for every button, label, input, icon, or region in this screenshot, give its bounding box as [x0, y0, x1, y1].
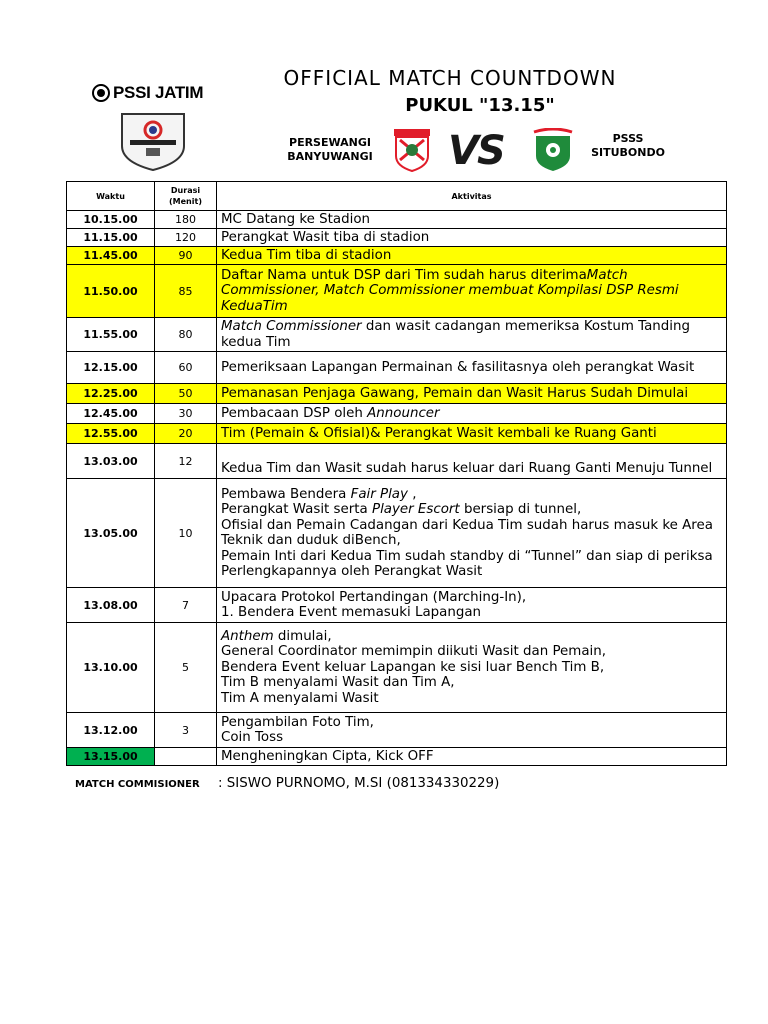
- row-time: 10.15.00: [67, 211, 155, 229]
- table-row: [67, 404, 727, 424]
- row-time: 11.15.00: [67, 229, 155, 247]
- page-subtitle: PUKUL "13.15": [405, 95, 555, 116]
- row-activity: MC Datang ke Stadion: [217, 211, 727, 229]
- row-time: 12.45.00: [67, 404, 155, 424]
- page-title: OFFICIAL MATCH COUNTDOWN: [283, 66, 617, 90]
- row-duration: 50: [155, 384, 217, 404]
- row-activity: Perangkat Wasit tiba di stadion: [217, 229, 727, 247]
- table-row: [67, 424, 727, 444]
- row-duration: 120: [155, 229, 217, 247]
- row-duration: 80: [155, 318, 217, 352]
- table-row: [67, 229, 727, 247]
- row-activity: Pemeriksaan Lapangan Permainan & fasilitasnya oleh perangkat Wasit: [217, 352, 727, 384]
- row-activity: Kedua Tim dan Wasit sudah harus keluar dari Ruang Ganti Menuju Tunnel: [217, 444, 727, 479]
- table-row: [67, 713, 727, 748]
- row-activity: Anthem dimulai, General Coordinator memimpin diikuti Wasit dan Pemain, Bendera Event keluar Lapangan ke sisi luar Bench Tim B, Tim B menyalami Wasit dan Tim A, Tim A menyalami Wasit: [217, 623, 727, 713]
- header-aktivitas: Aktivitas: [217, 182, 727, 211]
- row-time: 13.05.00: [67, 479, 155, 588]
- pssi-logo-text: PSSI JATIM: [113, 83, 204, 102]
- team-a-name: PERSEWANGI BANYUWANGI: [287, 136, 373, 163]
- countdown-table: [66, 181, 727, 766]
- row-activity: Pengambilan Foto Tim, Coin Toss: [217, 713, 727, 748]
- table-row: [67, 479, 727, 588]
- table-row: [67, 623, 727, 713]
- row-duration: 85: [155, 265, 217, 318]
- table-row: [67, 247, 727, 265]
- table-row: [67, 211, 727, 229]
- row-activity: Mengheningkan Cipta, Kick OFF: [217, 748, 727, 766]
- row-duration: 10: [155, 479, 217, 588]
- row-time: 13.03.00: [67, 444, 155, 479]
- row-duration: 12: [155, 444, 217, 479]
- row-time: 12.15.00: [67, 352, 155, 384]
- persewangi-crest-icon: [392, 128, 432, 172]
- table-row: [67, 588, 727, 623]
- row-time: 13.08.00: [67, 588, 155, 623]
- table-row: [67, 748, 727, 766]
- row-duration: 5: [155, 623, 217, 713]
- header-durasi: Durasi (Menit): [155, 182, 217, 211]
- row-activity: Upacara Protokol Pertandingan (Marching-In), 1. Bendera Event memasuki Lapangan: [217, 588, 727, 623]
- row-duration: 180: [155, 211, 217, 229]
- row-duration: 20: [155, 424, 217, 444]
- row-duration: [155, 748, 217, 766]
- versus-label: VS: [448, 128, 504, 174]
- row-time: 11.55.00: [67, 318, 155, 352]
- row-duration: 90: [155, 247, 217, 265]
- row-duration: 30: [155, 404, 217, 424]
- row-duration: 7: [155, 588, 217, 623]
- row-activity: Pembawa Bendera Fair Play , Perangkat Wasit serta Player Escort bersiap di tunnel, Ofisial dan Pemain Cadangan dari Kedua Tim sudah harus masuk ke Area Teknik dan duduk diBench, Pemain Inti dari Kedua Tim sudah standby di “Tunnel” dan siap di periksa Perlengkapannya oleh Perangkat Wasit: [217, 479, 727, 588]
- row-time: 13.12.00: [67, 713, 155, 748]
- pssi-logo: [92, 83, 203, 103]
- pssi-emblem-icon: [92, 84, 110, 102]
- row-time: 12.55.00: [67, 424, 155, 444]
- table-row: [67, 265, 727, 318]
- match-commissioner-label: MATCH COMMISIONER: [75, 779, 200, 790]
- row-activity: Pembacaan DSP oleh Announcer: [217, 404, 727, 424]
- row-duration: 3: [155, 713, 217, 748]
- ms-glow-men-shield-icon: [118, 110, 188, 172]
- table-row: [67, 318, 727, 352]
- row-duration: 60: [155, 352, 217, 384]
- row-activity: Kedua Tim tiba di stadion: [217, 247, 727, 265]
- row-activity: Match Commissioner dan wasit cadangan memeriksa Kostum Tanding kedua Tim: [217, 318, 727, 352]
- row-activity: Daftar Nama untuk DSP dari Tim sudah harus diterimaMatch Commissioner, Match Commissioner membuat Kompilasi DSP Resmi KeduaTim: [217, 265, 727, 318]
- table-row: [67, 384, 727, 404]
- psss-situbondo-crest-icon: [532, 128, 574, 172]
- team-b-name: PSSS SITUBONDO: [591, 132, 665, 159]
- row-time: 11.45.00: [67, 247, 155, 265]
- row-time: 12.25.00: [67, 384, 155, 404]
- header-waktu: Waktu: [67, 182, 155, 211]
- table-row: [67, 444, 727, 479]
- table-header-row: [67, 182, 727, 211]
- row-time: 13.10.00: [67, 623, 155, 713]
- row-time: 11.50.00: [67, 265, 155, 318]
- row-activity: Tim (Pemain & Ofisial)& Perangkat Wasit kembali ke Ruang Ganti: [217, 424, 727, 444]
- table-row: [67, 352, 727, 384]
- match-commissioner-value: : SISWO PURNOMO, M.SI (081334330229): [218, 776, 500, 791]
- row-time: 13.15.00: [67, 748, 155, 766]
- row-activity: Pemanasan Penjaga Gawang, Pemain dan Wasit Harus Sudah Dimulai: [217, 384, 727, 404]
